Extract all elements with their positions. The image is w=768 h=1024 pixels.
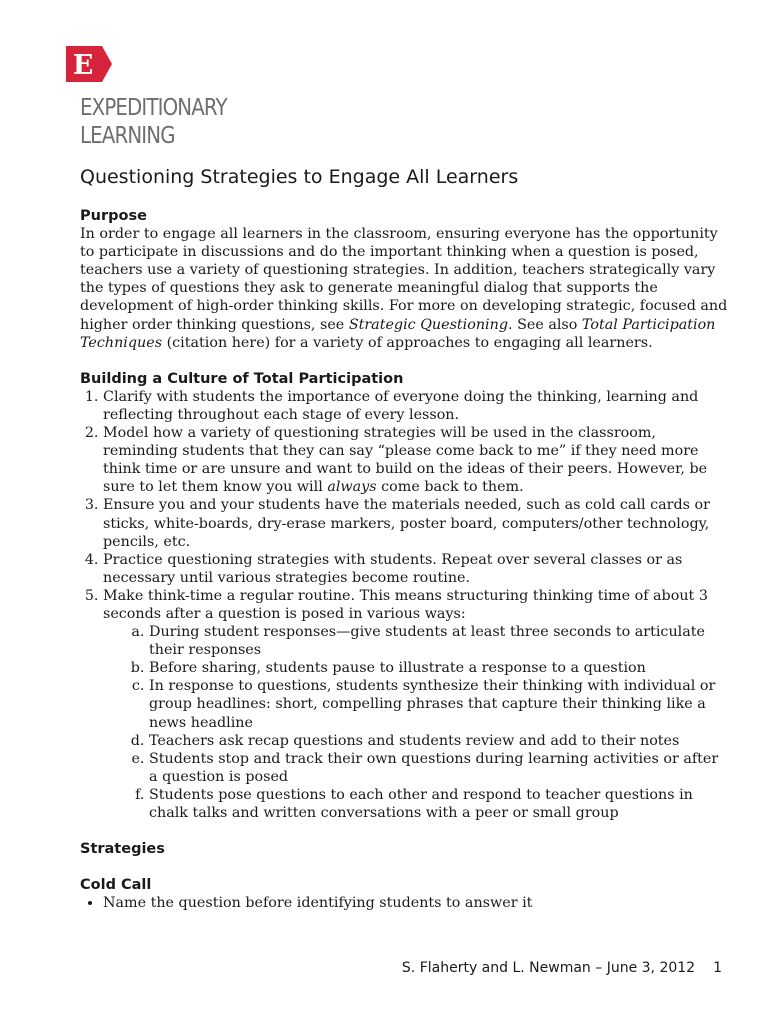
think-time-item-e: e. Students stop and track their own questions during learning activities or after a question is posed — [149, 750, 730, 786]
logo-line-2: LEARNING — [80, 123, 175, 149]
think-time-item-b: b. Before sharing, students pause to illustrate a response to a question — [149, 659, 730, 677]
culture-item-1: 1. Clarify with students the importance of everyone doing the thinking, learning and reflecting throughout each stage of every lesson. — [103, 388, 730, 424]
culture-heading: Building a Culture of Total Participation — [80, 370, 404, 387]
purpose-text-2: . See also — [507, 316, 582, 333]
logo-mark-letter: E — [72, 50, 94, 81]
document-body — [80, 207, 730, 912]
page-footer — [402, 960, 722, 976]
page-title: Questioning Strategies to Engage All Learners — [80, 166, 519, 188]
think-time-item-c: c. In response to questions, students synthesize their thinking with individual or group headlines: short, compelling phrases that capture their thinking like a news headline — [149, 677, 730, 731]
page-number: 1 — [713, 960, 722, 976]
culture-item-4: 4. Practice questioning strategies with students. Repeat over several classes or as necessary until various strategies become routine. — [103, 551, 730, 587]
think-time-item-f: f. Students pose questions to each other and respond to teacher questions in chalk talks and written conversations with a peer or small group — [149, 786, 730, 822]
purpose-text-3: (citation here) for a variety of approaches to engaging all learners. — [162, 334, 653, 351]
purpose-heading: Purpose — [80, 208, 147, 224]
culture-item-2-text-b: come back to them. — [376, 479, 524, 496]
strategic-questioning-reference: Strategic Questioning — [348, 316, 508, 333]
culture-item-2 — [103, 424, 730, 496]
purpose-paragraph — [80, 225, 730, 352]
cold-call-bullet-1: • Name the question before identifying students to answer it — [103, 894, 730, 912]
logo-wordmark — [80, 94, 227, 150]
culture-item-5 — [103, 587, 730, 822]
strategies-heading: Strategies — [80, 841, 165, 858]
culture-list — [80, 388, 730, 822]
total-participation-reference: Total Participation Techniques — [80, 316, 716, 351]
footer-credit: S. Flaherty and L. Newman – June 3, 2012 — [401, 960, 696, 976]
cold-call-list — [80, 894, 730, 912]
expeditionary-learning-logo-mark — [66, 46, 112, 82]
think-time-item-a: a. During student responses—give students at least three seconds to articulate their responses — [149, 623, 730, 659]
think-time-sublist — [103, 623, 730, 822]
culture-item-5-text: Make think-time a regular routine. This means structuring thinking time of about 3 seconds after a question is posed in various ways: — [103, 587, 708, 622]
culture-item-2-emphasis: always — [327, 479, 377, 496]
logo-line-1: EXPEDITIONARY — [80, 95, 227, 121]
culture-item-3: 3. Ensure you and your students have the materials needed, such as cold call cards or sticks, white-boards, dry-erase markers, poster board, computers/other technology, pencils, etc. — [103, 496, 730, 550]
think-time-item-d: d. Teachers ask recap questions and students review and add to their notes — [149, 732, 730, 750]
cold-call-heading: Cold Call — [80, 877, 152, 894]
culture-item-2-text-a: Model how a variety of questioning strategies will be used in the classroom, reminding students that they can say “please come back to me” if they need more think time or are unsure and want to build on the ideas of their peers. However, be sure to let them know you will — [103, 425, 708, 496]
purpose-text-1: In order to engage all learners in the classroom, ensuring everyone has the opportunity to participate in discussions and do the important thinking when a question is posed, teachers use a variety of questioning strategies. In addition, teachers strategically vary the types of questions they ask to generate meaningful dialog that supports the development of high-order thinking skills. For more on developing strategic, focused and higher order thinking questions, see — [80, 226, 728, 333]
